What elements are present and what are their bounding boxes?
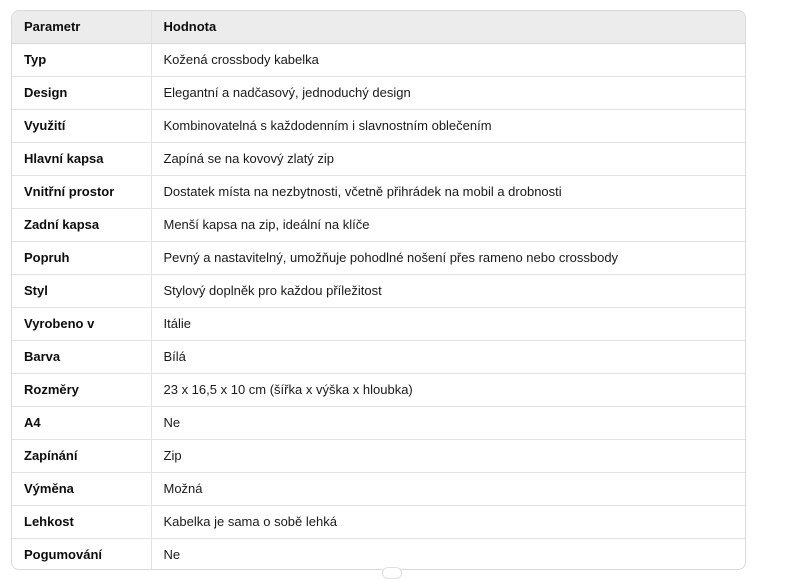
row-param: A4	[12, 406, 151, 439]
row-param: Výměna	[12, 472, 151, 505]
row-param: Zapínání	[12, 439, 151, 472]
row-value: Stylový doplněk pro každou příležitost	[151, 274, 745, 307]
table-row	[12, 406, 745, 439]
table-row	[12, 538, 745, 570]
row-param: Lehkost	[12, 505, 151, 538]
row-value: Zapíná se na kovový zlatý zip	[151, 142, 745, 175]
row-param: Vnitřní prostor	[12, 175, 151, 208]
scroll-down-indicator[interactable]	[382, 567, 402, 579]
row-param: Vyrobeno v	[12, 307, 151, 340]
table-row	[12, 175, 745, 208]
table-row	[12, 340, 745, 373]
row-param: Design	[12, 76, 151, 109]
table-header-row	[12, 11, 745, 43]
row-param: Pogumování	[12, 538, 151, 570]
row-value: Kožená crossbody kabelka	[151, 43, 745, 76]
table-body	[12, 43, 745, 570]
row-value: Elegantní a nadčasový, jednoduchý design	[151, 76, 745, 109]
table-row	[12, 208, 745, 241]
table-row	[12, 439, 745, 472]
row-value: Menší kapsa na zip, ideální na klíče	[151, 208, 745, 241]
row-param: Typ	[12, 43, 151, 76]
row-value: Itálie	[151, 307, 745, 340]
row-value: 23 x 16,5 x 10 cm (šířka x výška x hloubka)	[151, 373, 745, 406]
row-value: Pevný a nastavitelný, umožňuje pohodlné nošení přes rameno nebo crossbody	[151, 241, 745, 274]
row-value: Bílá	[151, 340, 745, 373]
row-param: Barva	[12, 340, 151, 373]
column-header-parametr: Parametr	[12, 11, 151, 43]
table-row	[12, 43, 745, 76]
table-row	[12, 307, 745, 340]
table-row	[12, 76, 745, 109]
row-value: Kombinovatelná s každodenním i slavnostním oblečením	[151, 109, 745, 142]
column-header-hodnota: Hodnota	[151, 11, 745, 43]
row-param: Rozměry	[12, 373, 151, 406]
table-row	[12, 274, 745, 307]
table-row	[12, 109, 745, 142]
row-value: Dostatek místa na nezbytnosti, včetně přihrádek na mobil a drobnosti	[151, 175, 745, 208]
row-param: Styl	[12, 274, 151, 307]
row-param: Zadní kapsa	[12, 208, 151, 241]
row-value: Kabelka je sama o sobě lehká	[151, 505, 745, 538]
row-value: Ne	[163, 547, 181, 563]
row-param: Využití	[12, 109, 151, 142]
parameter-table	[12, 11, 745, 570]
row-param: Hlavní kapsa	[12, 142, 151, 175]
row-value: Zip	[151, 439, 745, 472]
table-row	[12, 241, 745, 274]
table-row	[12, 472, 745, 505]
table-row	[12, 142, 745, 175]
row-value: Ne	[151, 406, 745, 439]
table-row	[12, 505, 745, 538]
table-header	[12, 11, 745, 43]
row-param: Popruh	[12, 241, 151, 274]
table-row	[12, 373, 745, 406]
row-value: Možná	[151, 472, 745, 505]
parameter-table-container	[11, 10, 746, 570]
